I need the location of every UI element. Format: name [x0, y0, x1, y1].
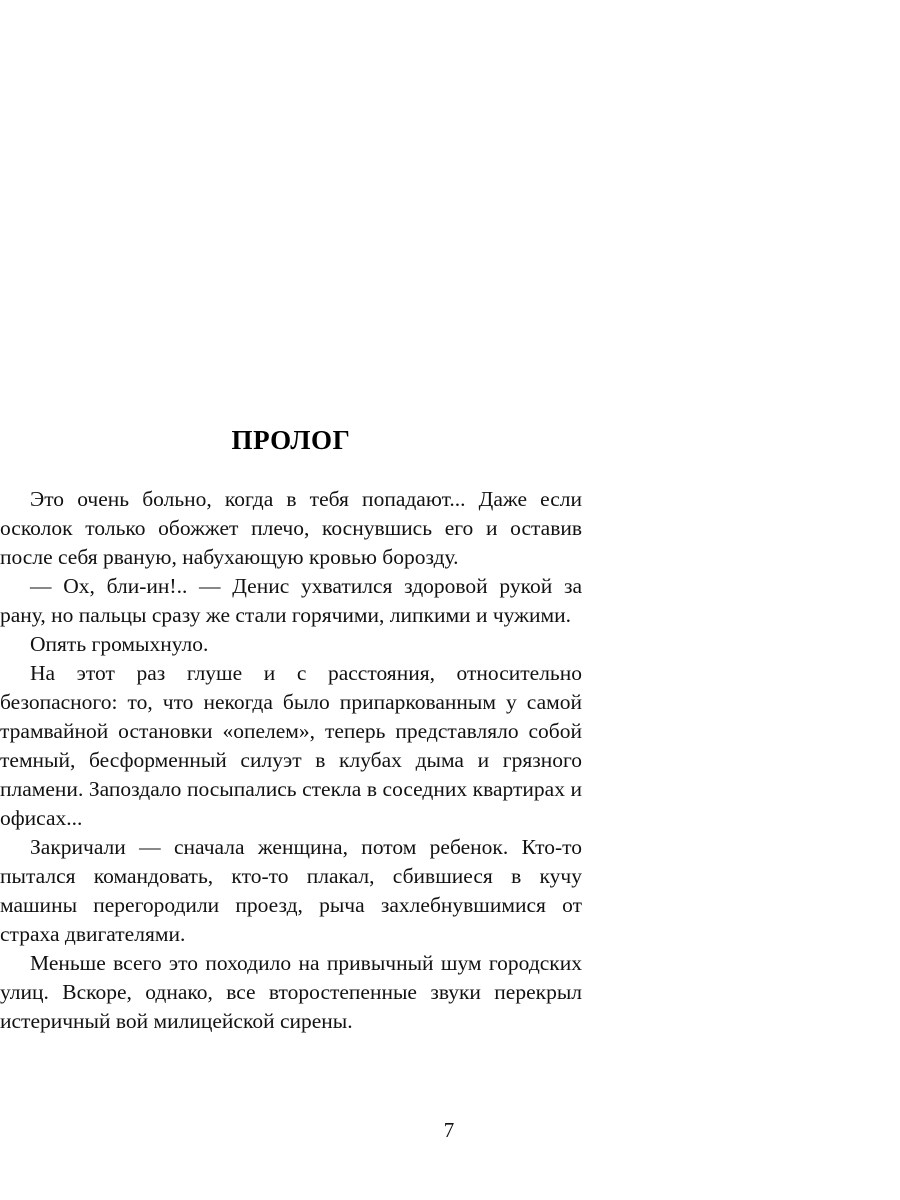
paragraph: На этот раз глуше и с расстояния, относительно безопасного: то, что некогда было припаркованным у самой трамвайной остановки «опелем», теперь представляло собой темный, бесформенный силуэт в клубах дыма и грязного пламени. Запоздало посыпались стекла в соседних квартирах и офисах... — [0, 661, 582, 830]
paragraph: Это очень больно, когда в тебя попадают... Даже если осколок только обожжет плечо, коснувшись его и оставив после себя рваную, набухающую кровью борозду. — [0, 487, 582, 569]
paragraph: Опять громыхнуло. — [30, 632, 209, 656]
page-number: 7 — [443, 1118, 455, 1142]
paragraph: — Ох, бли-ин!.. — Денис ухватился здоровой рукой за рану, но пальцы сразу же стали горячими, липкими и чужими. — [0, 574, 582, 627]
paragraph: Меньше всего это походило на привычный шум городских улиц. Вскоре, однако, все второстепенные звуки перекрыл истеричный вой милицейской сирены. — [0, 951, 582, 1033]
paragraph: Закричали — сначала женщина, потом ребенок. Кто-то пытался командовать, кто-то плакал, сбившиеся в кучу машины перегородили проезд, рыча захлебнувшимися от страха двигателями. — [0, 835, 582, 946]
body-text-block — [0, 485, 582, 1036]
chapter-heading: ПРОЛОГ — [231, 425, 351, 455]
